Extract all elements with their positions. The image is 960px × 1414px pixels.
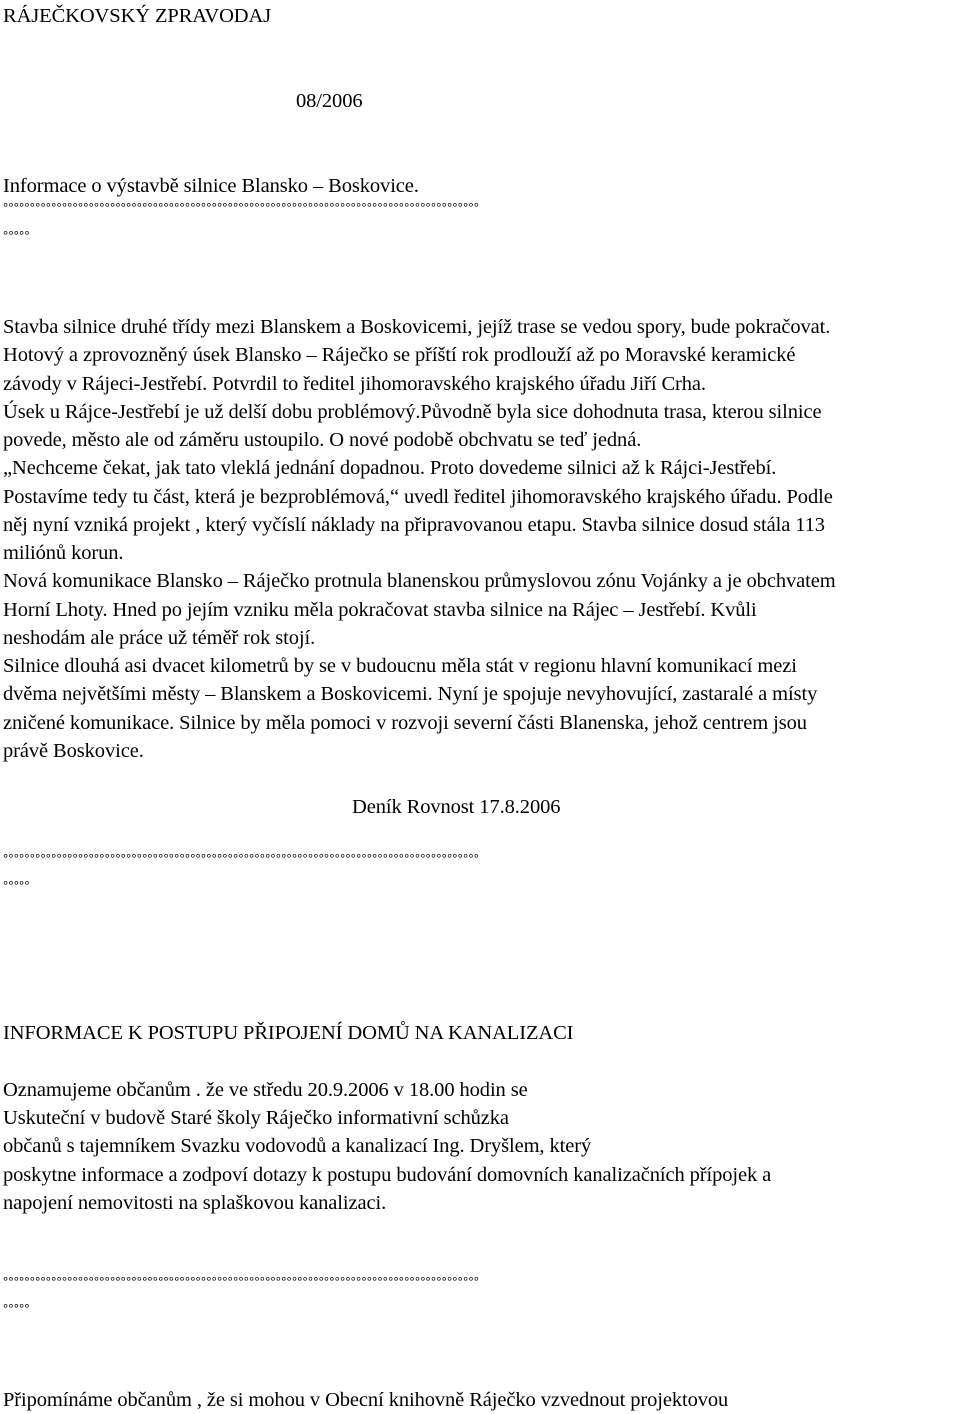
article1-line: Silnice dlouhá asi dvacet kilometrů by se v budoucnu měla stát v regionu hlavní komunikací mezi bbox=[3, 655, 797, 677]
article1-line: zničené komunikace. Silnice by měla pomoci v rozvoji severní části Blanenska, jehož centrem jsou bbox=[3, 712, 807, 734]
separator-line: °°°°°°°°°°°°°°°°°°°°°°°°°°°°°°°°°°°°°°°°°°°°°°°°°°°°°°°°°°°°°°°°°°°°°°°°°°°°°°°°°°°°°°°°° bbox=[3, 201, 480, 215]
article3-line: Připomínáme občanům , že si mohou v Obecní knihovně Ráječko vzvednout projektovou bbox=[3, 1389, 729, 1411]
separator-line-tail: °°°°° bbox=[3, 229, 30, 243]
article2-line: Oznamujeme občanům . že ve středu 20.9.2006 v 18.00 hodin se bbox=[3, 1079, 528, 1101]
article2-line: napojení nemovitosti na splaškovou kanalizaci. bbox=[3, 1192, 387, 1214]
separator-line: °°°°°°°°°°°°°°°°°°°°°°°°°°°°°°°°°°°°°°°°°°°°°°°°°°°°°°°°°°°°°°°°°°°°°°°°°°°°°°°°°°°°°°°°° bbox=[3, 1275, 480, 1289]
article1-line: Stavba silnice druhé třídy mezi Blanskem a Boskovicemi, jejíž trase se vedou spory, bude pokračovat. bbox=[3, 316, 831, 338]
article1-line: Hotový a zprovozněný úsek Blansko – Ráječko se příští rok prodlouží až po Moravské keramické bbox=[3, 344, 796, 366]
article1-line: Postavíme tedy tu část, která je bezproblémová,“ uvedl ředitel jihomoravského krajského úřadu. Podle bbox=[3, 486, 833, 508]
article1-line: „Nechceme čekat, jak tato vleklá jednání dopadnou. Proto dovedeme silnici až k Rájci-Jestřebí. bbox=[3, 457, 777, 479]
separator-line-tail: °°°°° bbox=[3, 1302, 30, 1316]
article1-line: povede, město ale od záměru ustoupilo. O nové podobě obchvatu se teď jedná. bbox=[3, 429, 642, 451]
article2-line: poskytne informace a zodpoví dotazy k postupu budování domovních kanalizačních přípojek a bbox=[3, 1164, 772, 1186]
article1-source: Deník Rovnost 17.8.2006 bbox=[352, 796, 561, 818]
article1-line: závody v Rájeci-Jestřebí. Potvrdil to ředitel jihomoravského krajského úřadu Jiří Crha. bbox=[3, 373, 706, 395]
article1-line: Úsek u Rájce-Jestřebí je už delší dobu problémový.Původně byla sice dohodnuta trasa, kterou silnice bbox=[3, 401, 822, 423]
article1-line: Nová komunikace Blansko – Ráječko protnula blanenskou průmyslovou zónu Vojánky a je obchvatem bbox=[3, 570, 836, 592]
newsletter-title: RÁJEČKOVSKÝ ZPRAVODAJ bbox=[3, 5, 272, 27]
article2-line: Uskuteční v budově Staré školy Ráječko informativní schůzka bbox=[3, 1107, 509, 1129]
article1-line: Horní Lhoty. Hned po jejím vzniku měla pokračovat stavba silnice na Rájec – Jestřebí. Kvůli bbox=[3, 599, 757, 621]
article1-line: neshodám ale práce už téměř rok stojí. bbox=[3, 627, 316, 649]
issue-number: 08/2006 bbox=[296, 90, 363, 112]
article1-line: právě Boskovice. bbox=[3, 740, 144, 762]
separator-line-tail: °°°°° bbox=[3, 879, 30, 893]
article1-line: miliónů korun. bbox=[3, 542, 124, 564]
article2-line: občanů s tajemníkem Svazku vodovodů a kanalizací Ing. Dryšlem, který bbox=[3, 1135, 592, 1157]
separator-line: °°°°°°°°°°°°°°°°°°°°°°°°°°°°°°°°°°°°°°°°°°°°°°°°°°°°°°°°°°°°°°°°°°°°°°°°°°°°°°°°°°°°°°°°° bbox=[3, 852, 480, 866]
article1-line: něj nyní vzniká projekt , který vyčíslí náklady na připravovanou etapu. Stavba silnice dosud stála 113 bbox=[3, 514, 825, 536]
article1-line: dvěma největšími městy – Blanskem a Boskovicemi. Nyní je spojuje nevyhovující, zastaralé a místy bbox=[3, 683, 818, 705]
article2-heading: INFORMACE K POSTUPU PŘIPOJENÍ DOMŮ NA KANALIZACI bbox=[3, 1022, 574, 1044]
article1-heading: Informace o výstavbě silnice Blansko – Boskovice. bbox=[3, 175, 419, 197]
